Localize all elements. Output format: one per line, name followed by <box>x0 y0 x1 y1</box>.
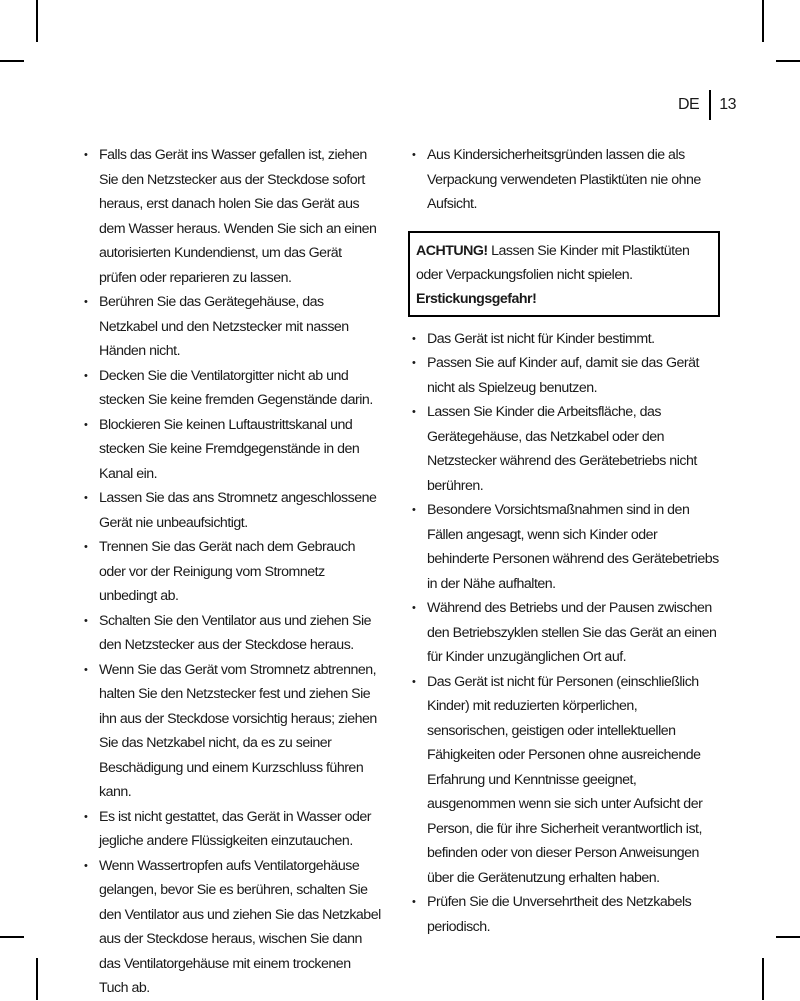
list-item: • Decken Sie die Ventilatorgitter nicht ab und stecken Sie keine fremden Gegenstände darin. <box>82 364 382 413</box>
bullet-icon: • <box>412 896 416 908</box>
list-item: • Berühren Sie das Gerätegehäuse, das Netzkabel und den Netzstecker mit nassen Händen nicht. <box>82 290 382 364</box>
bullet-icon: • <box>84 541 88 553</box>
page-number: 13 <box>719 96 736 113</box>
list-item: • Wenn Wassertropfen aufs Ventilatorgehäuse gelangen, bevor Sie es berühren, schalten Sie den Ventilator aus und ziehen Sie das Netzkabel aus der Steckdose heraus, wischen Sie dann das Ventilatorgehäuse mit einem trockenen Tuch ab. <box>82 854 382 1001</box>
list-item: • Wenn Sie das Gerät vom Stromnetz abtrennen, halten Sie den Netzstecker fest und ziehen Sie ihn aus der Steckdose vorsichtig heraus; ziehen Sie das Netzkabel nicht, da es zu seiner Beschädigung und einem Kurzschluss führen kann. <box>82 658 382 805</box>
right-top-list <box>410 143 720 217</box>
bullet-icon: • <box>412 332 416 345</box>
bullet-icon: • <box>84 663 88 676</box>
bullet-icon: • <box>84 614 88 627</box>
bullet-icon: • <box>84 859 88 872</box>
list-item: • Schalten Sie den Ventilator aus und ziehen Sie den Netzstecker aus der Steckdose heraus. <box>82 609 382 658</box>
crop-mark <box>776 60 800 62</box>
warning-emphasis: Erstickungsgefahr! <box>416 290 537 307</box>
bullet-icon: • <box>412 149 416 161</box>
list-item: • Aus Kindersicherheitsgründen lassen die als Verpackung verwendeten Plastiktüten nie ohne Aufsicht. <box>410 143 720 217</box>
warning-text: Lassen Sie Kinder mit Plastiktüten oder Verpackungsfolien nicht spielen. <box>416 242 690 283</box>
bullet-icon: • <box>412 602 416 614</box>
list-item: • Während des Betriebs und der Pausen zwischen den Betriebszyklen stellen Sie das Gerät an einen für Kinder unzugänglichen Ort auf. <box>410 596 720 670</box>
warning-label: ACHTUNG! <box>416 242 488 259</box>
list-item: • Es ist nicht gestattet, das Gerät in Wasser oder jegliche andere Flüssigkeiten einzutauchen. <box>82 805 382 854</box>
list-item: • Passen Sie auf Kinder auf, damit sie das Gerät nicht als Spielzeug benutzen. <box>410 351 720 400</box>
list-item: • Prüfen Sie die Unversehrtheit des Netzkabels periodisch. <box>410 890 720 939</box>
left-safety-list <box>82 143 382 1001</box>
warning-box <box>408 231 720 317</box>
crop-mark <box>36 0 38 42</box>
crop-mark <box>36 958 38 1000</box>
crop-mark <box>0 936 24 938</box>
left-column <box>82 143 382 1001</box>
bullet-icon: • <box>412 504 416 516</box>
crop-mark <box>776 936 800 938</box>
header-divider <box>709 90 711 120</box>
list-item: • Lassen Sie das ans Stromnetz angeschlossene Gerät nie unbeaufsichtigt. <box>82 486 382 535</box>
bullet-icon: • <box>84 418 88 431</box>
list-item: • Lassen Sie Kinder die Arbeitsfläche, das Gerätegehäuse, das Netzkabel oder den Netzstecker während des Gerätebetriebs nicht berühren. <box>410 400 720 498</box>
bullet-icon: • <box>84 149 88 161</box>
crop-mark <box>762 0 764 42</box>
right-column <box>410 143 720 939</box>
bullet-icon: • <box>412 406 416 418</box>
bullet-icon: • <box>412 675 416 688</box>
list-item: • Blockieren Sie keinen Luftaustrittskanal und stecken Sie keine Fremdgegenstände in den Kanal ein. <box>82 413 382 487</box>
crop-mark <box>762 958 764 1000</box>
page-header <box>678 90 736 120</box>
crop-mark <box>0 60 24 62</box>
list-item: • Das Gerät ist nicht für Kinder bestimmt. <box>410 327 720 352</box>
list-item: • Das Gerät ist nicht für Personen (einschließlich Kinder) mit reduzierten körperlichen, sensorischen, geistigen oder intellektuellen Fähigkeiten oder Personen ohne ausreichende Erfahrung und Kenntnisse geeignet, ausgenommen wenn sie sich unter Aufsicht der Person, die für ihre Sicherheit verantwortlich ist, befinden oder von dieser Person Anweisungen über die Gerätenutzung erhalten haben. <box>410 670 720 891</box>
list-item: • Falls das Gerät ins Wasser gefallen ist, ziehen Sie den Netzstecker aus der Steckdose sofort heraus, erst danach holen Sie das Gerät aus dem Wasser heraus. Wenden Sie sich an einen autorisierten Kundendienst, um das Gerät prüfen oder reparieren zu lassen. <box>82 143 382 290</box>
bullet-icon: • <box>84 369 88 382</box>
bullet-icon: • <box>84 810 88 823</box>
bullet-icon: • <box>84 492 88 504</box>
bullet-icon: • <box>84 296 88 308</box>
list-item: • Trennen Sie das Gerät nach dem Gebrauch oder vor der Reinigung vom Stromnetz unbedingt ab. <box>82 535 382 609</box>
list-item: • Besondere Vorsichtsmaßnahmen sind in den Fällen angesagt, wenn sich Kinder oder behinderte Personen während des Gerätebetriebs in der Nähe aufhalten. <box>410 498 720 596</box>
right-safety-list <box>410 327 720 940</box>
bullet-icon: • <box>412 357 416 369</box>
language-code: DE <box>677 96 700 113</box>
